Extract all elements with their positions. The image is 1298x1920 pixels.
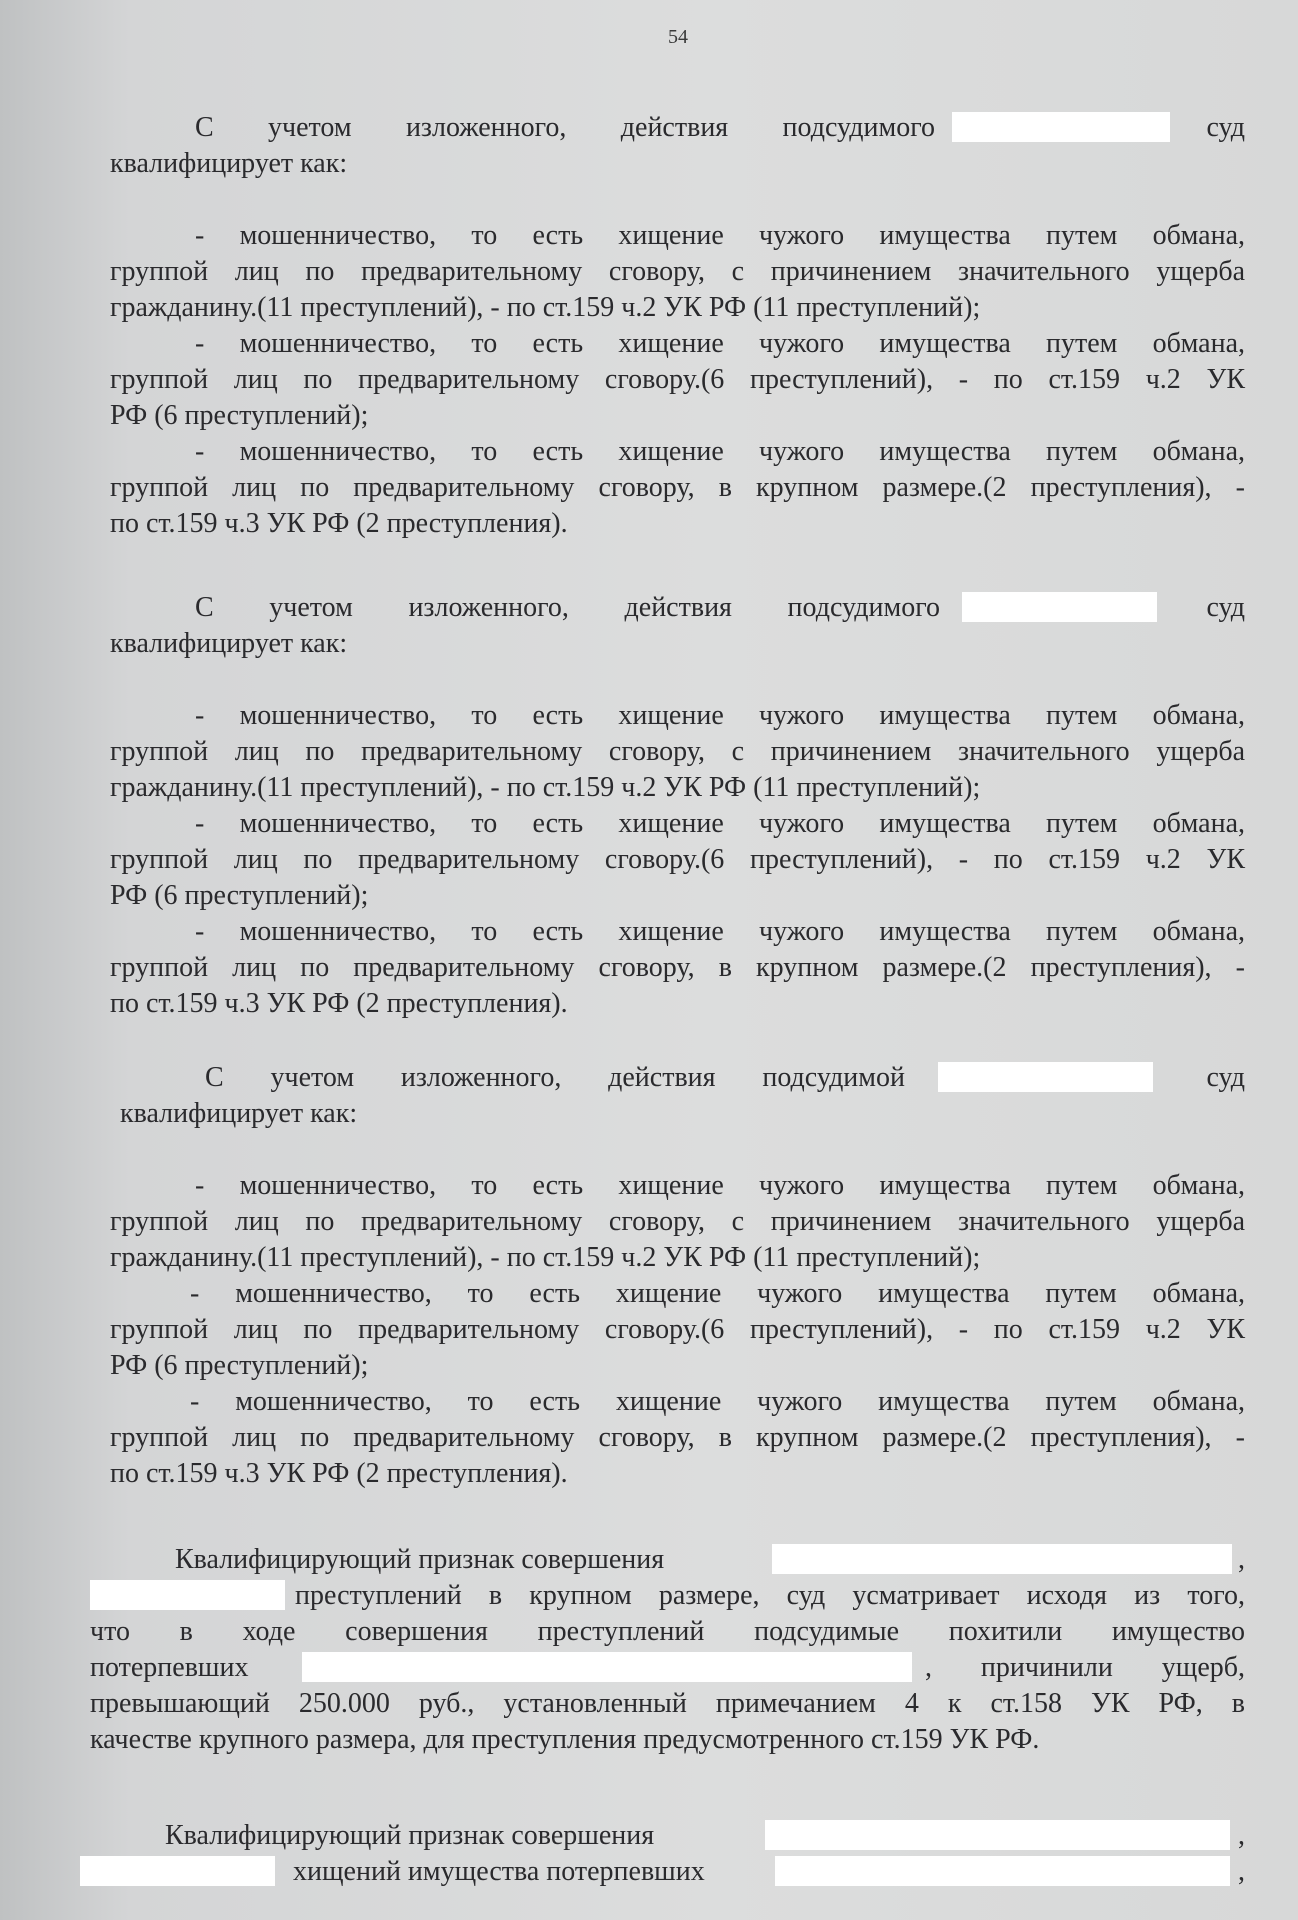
item-line: группой лиц по предварительному сговору.(6 преступлений), - по ст.159 ч.2 УК — [110, 844, 1245, 875]
qualification-block-1 — [110, 110, 1245, 542]
intro-line — [110, 110, 1245, 146]
para-line: что в ходе совершения преступлений подсудимые похитили имущество — [90, 1616, 1245, 1647]
item-line: - мошенничество, то есть хищение чужого имущества путем обмана, — [195, 808, 1245, 839]
redaction — [962, 592, 1157, 622]
para-line — [80, 1854, 1245, 1890]
item-line: - мошенничество, то есть хищение чужого имущества путем обмана, — [195, 1170, 1245, 1201]
item-line: - мошенничество, то есть хищение чужого имущества путем обмана, — [195, 700, 1245, 731]
redaction — [772, 1544, 1232, 1574]
para-text: потерпевших — [90, 1652, 249, 1683]
item-line: - мошенничество, то есть хищение чужого имущества путем обмана, — [195, 436, 1245, 467]
item-line: группой лиц по предварительному сговору, в крупном размере.(2 преступления), - — [110, 1422, 1245, 1453]
item-line: - мошенничество, то есть хищение чужого имущества путем обмана, — [195, 328, 1245, 359]
item-line: по ст.159 ч.3 УК РФ (2 преступления). — [110, 508, 568, 539]
redaction — [90, 1580, 285, 1610]
intro-line-2: квалифицирует как: — [110, 148, 348, 179]
para-text: Квалифицирующий признак совершения — [165, 1820, 655, 1851]
para-text: хищений имущества потерпевших — [293, 1856, 705, 1887]
intro-line-2: квалифицирует как: — [120, 1098, 358, 1129]
item-line: - мошенничество, то есть хищение чужого имущества путем обмана, — [190, 1278, 1245, 1309]
item-line: группой лиц по предварительному сговору, с причинением значительного ущерба — [110, 1206, 1245, 1237]
redaction — [80, 1856, 275, 1886]
intro-end: суд — [1206, 112, 1245, 143]
item-line: группой лиц по предварительному сговору, в крупном размере.(2 преступления), - — [110, 952, 1245, 983]
para-text: Квалифицирующий признак совершения — [175, 1544, 665, 1575]
intro-line — [110, 1060, 1245, 1096]
para-line — [80, 1818, 1245, 1854]
item-line: по ст.159 ч.3 УК РФ (2 преступления). — [110, 988, 568, 1019]
para-comma: , — [1238, 1820, 1245, 1851]
redaction — [938, 1062, 1153, 1092]
para-line — [90, 1542, 1245, 1578]
item-line: РФ (6 преступлений); — [110, 880, 369, 911]
item-line: группой лиц по предварительному сговору, в крупном размере.(2 преступления), - — [110, 472, 1245, 503]
para-text: , причинили ущерб, — [925, 1652, 1245, 1683]
redaction — [952, 112, 1170, 142]
intro-text: С учетом изложенного, действия подсудимого — [195, 592, 940, 623]
redaction — [775, 1856, 1230, 1886]
para-line — [90, 1650, 1245, 1686]
item-line: - мошенничество, то есть хищение чужого имущества путем обмана, — [195, 220, 1245, 251]
item-line: гражданину.(11 преступлений), - по ст.159 ч.2 УК РФ (11 преступлений); — [110, 292, 981, 323]
item-line: по ст.159 ч.3 УК РФ (2 преступления). — [110, 1458, 568, 1489]
page-number: 54 — [668, 26, 688, 48]
item-line: группой лиц по предварительному сговору, с причинением значительного ущерба — [110, 736, 1245, 767]
intro-text: С учетом изложенного, действия подсудимой — [205, 1062, 905, 1093]
intro-end: суд — [1206, 1062, 1245, 1093]
item-line: - мошенничество, то есть хищение чужого имущества путем обмана, — [190, 1386, 1245, 1417]
intro-text: С учетом изложенного, действия подсудимого — [195, 112, 935, 143]
para-line: качестве крупного размера, для преступления предусмотренного ст.159 УК РФ. — [90, 1724, 1040, 1755]
item-line: гражданину.(11 преступлений), - по ст.159 ч.2 УК РФ (11 преступлений); — [110, 1242, 981, 1273]
para-line — [90, 1578, 1245, 1614]
para-comma: , — [1238, 1544, 1245, 1575]
item-line: - мошенничество, то есть хищение чужого имущества путем обмана, — [195, 916, 1245, 947]
item-line: гражданину.(11 преступлений), - по ст.159 ч.2 УК РФ (11 преступлений); — [110, 772, 981, 803]
large-scale-paragraph — [90, 1542, 1245, 1758]
para-comma: , — [1238, 1856, 1245, 1887]
item-line: группой лиц по предварительному сговору.(6 преступлений), - по ст.159 ч.2 УК — [110, 1314, 1245, 1345]
intro-end: суд — [1206, 592, 1245, 623]
item-line: группой лиц по предварительному сговору.(6 преступлений), - по ст.159 ч.2 УК — [110, 364, 1245, 395]
qualification-block-3 — [110, 1060, 1245, 1492]
qualification-block-2 — [110, 590, 1245, 1022]
intro-line-2: квалифицирует как: — [110, 628, 348, 659]
para-text: преступлений в крупном размере, суд усматривает исходя из того, — [295, 1580, 1245, 1611]
item-line: РФ (6 преступлений); — [110, 400, 369, 431]
para-line: превышающий 250.000 руб., установленный примечанием 4 к ст.158 УК РФ, в — [90, 1688, 1245, 1719]
signs-paragraph — [80, 1818, 1245, 1890]
redaction — [765, 1820, 1230, 1850]
item-line: РФ (6 преступлений); — [110, 1350, 369, 1381]
redaction — [302, 1652, 912, 1682]
item-line: группой лиц по предварительному сговору, с причинением значительного ущерба — [110, 256, 1245, 287]
intro-line — [110, 590, 1245, 626]
